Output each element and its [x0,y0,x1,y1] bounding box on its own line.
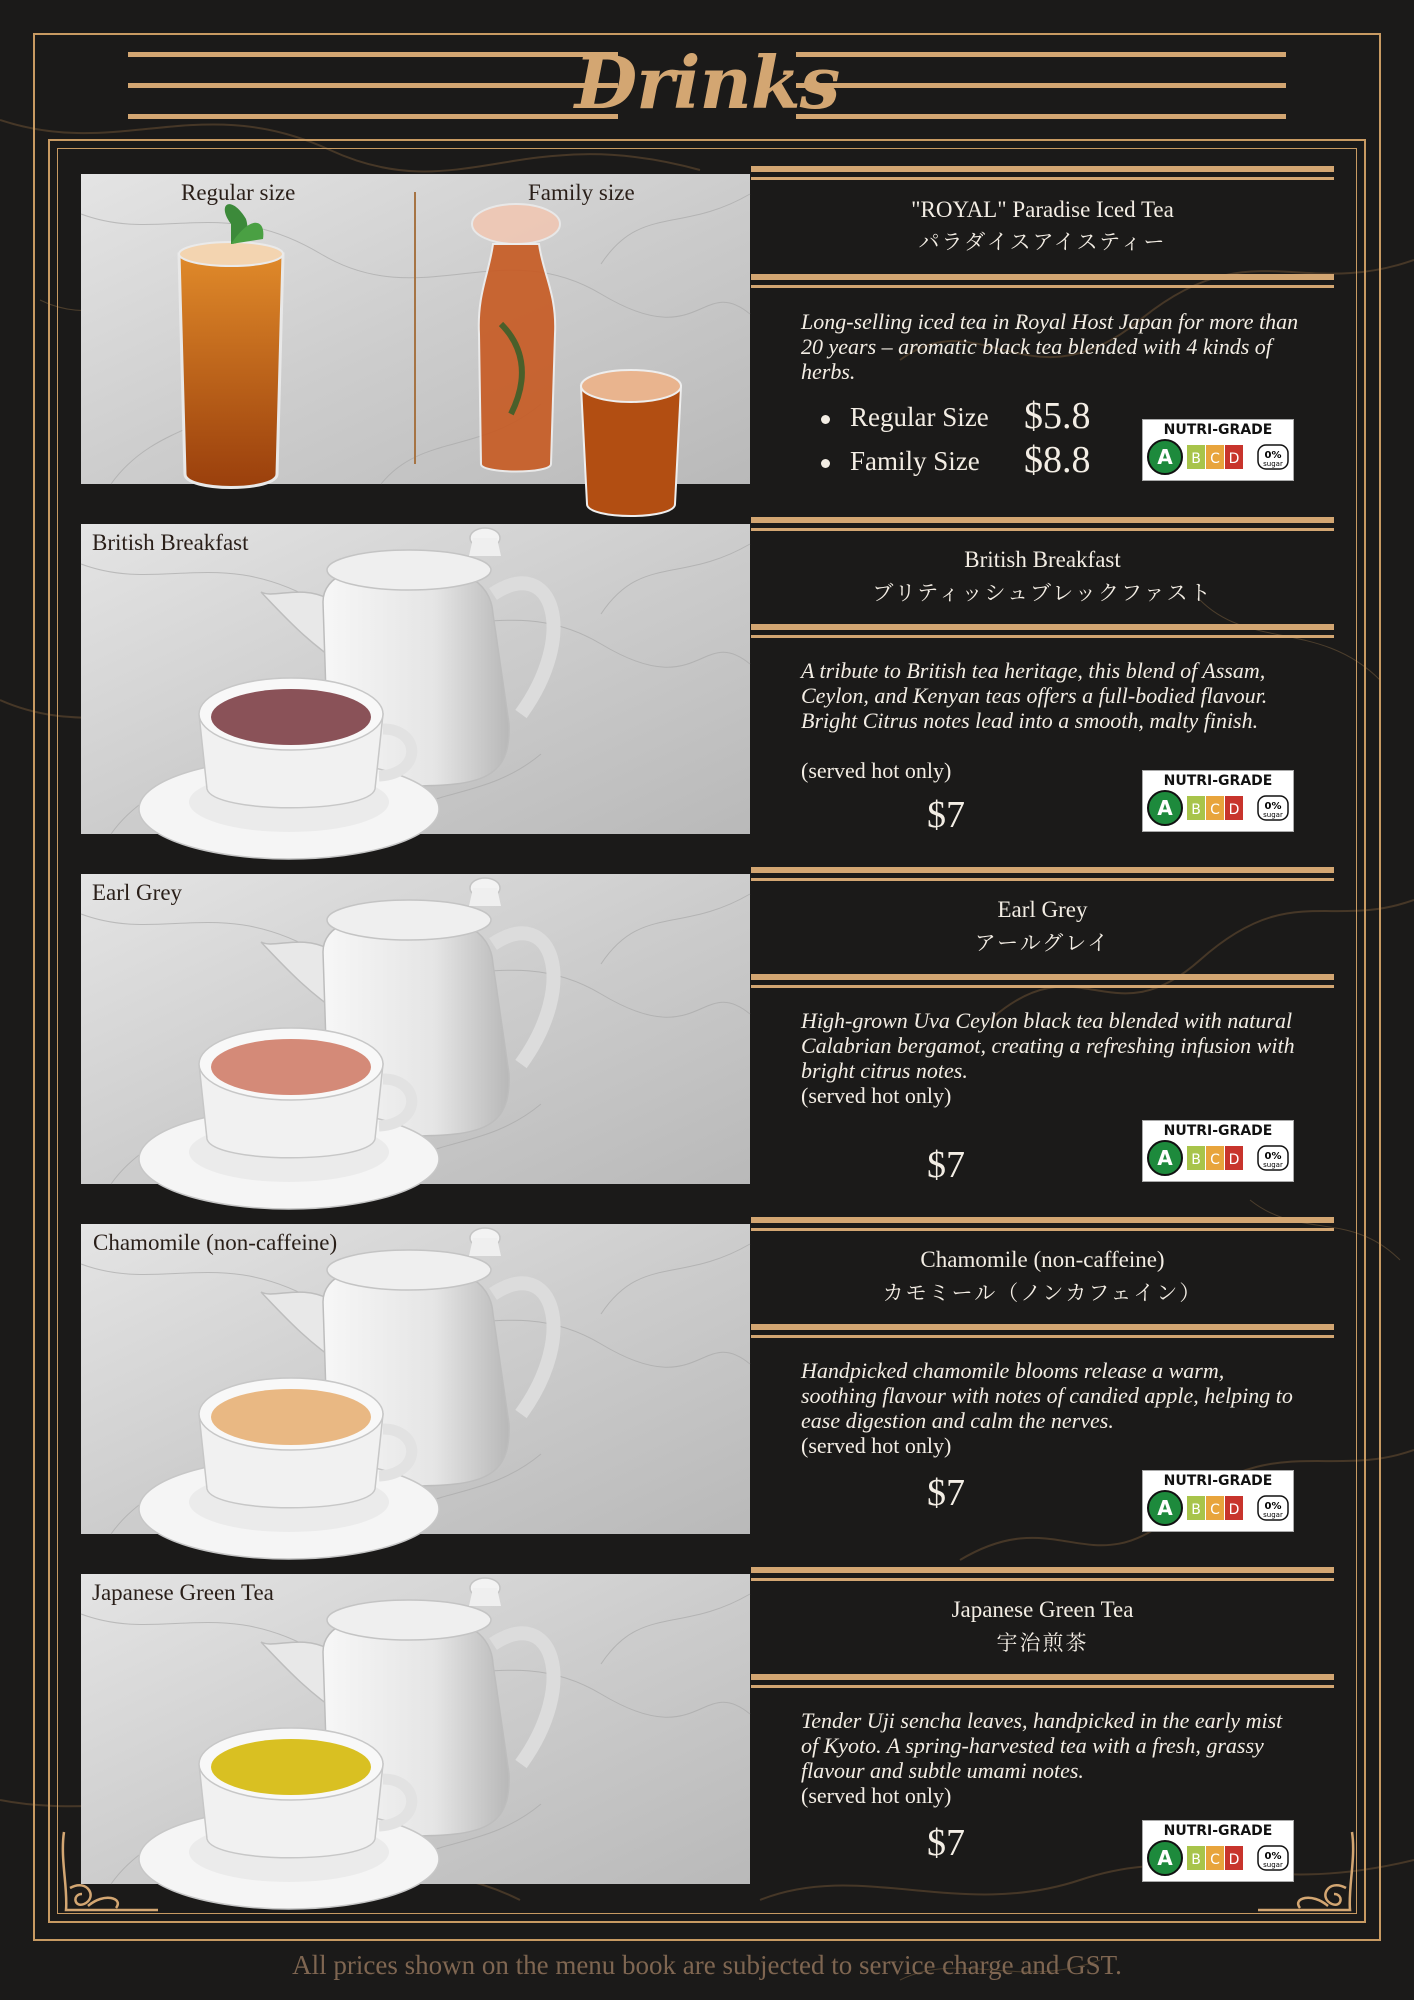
gold-separator [751,274,1334,292]
footer-note: All prices shown on the menu book are subjected to service charge and GST. [292,1950,1122,1980]
sugar-value: 0% [1264,1151,1282,1162]
gold-separator [751,1567,1334,1585]
grade-letter: C [1210,802,1220,818]
grade-letter: B [1191,451,1201,467]
serving-note: (served hot only) [801,1433,952,1458]
menu-item-british-breakfast [751,517,1334,837]
photo-label: British Breakfast [92,530,249,555]
item-name-jp: パラダイスアイスティー [918,230,1167,254]
grade-letter: A [1157,1846,1173,1870]
grade-letter: A [1157,1496,1173,1520]
header-line [128,52,618,57]
nutri-grade-badge [1142,1470,1294,1532]
nutri-grade-label: NUTRI-GRADE [1163,1823,1273,1839]
size-option-regular [821,402,989,433]
item-description: A tribute to British tea heritage, this blend of Assam, Ceylon, and Kenyan teas offers a full-bodied flavour. Bright Citrus notes lead into a smooth, malty finish. [801,658,1268,733]
price-family: $8.8 [1024,439,1091,481]
tea-photo-chamomile [81,1224,750,1534]
bullet-icon [821,459,830,468]
item-price: $7 [927,1822,965,1864]
grade-letter: B [1191,1152,1201,1168]
photo-label: Japanese Green Tea [92,1580,274,1605]
grade-letter: D [1228,451,1240,467]
menu-item-iced-tea [751,166,1334,496]
serving-note: (served hot only) [801,1783,952,1808]
tea-photo-british-breakfast [81,524,750,834]
item-description: Handpicked chamomile blooms release a warm, soothing flavour with notes of candied apple, helping to ease digestion and calm the nerves. [801,1358,1293,1433]
sugar-value: 0% [1264,450,1282,461]
item-price: $7 [927,1472,965,1514]
grade-letter: C [1210,1152,1220,1168]
size-label: Family Size [850,446,980,476]
grade-letter: C [1210,1852,1220,1868]
nutri-grade-badge [1142,1820,1294,1882]
item-name-en: "ROYAL" Paradise Iced Tea [911,197,1174,222]
price-regular: $5.8 [1024,395,1091,437]
serving-note: (served hot only) [801,1083,952,1108]
header-line [128,114,618,119]
menu-item-japanese-green-tea [751,1567,1334,1887]
nutri-grade-label: NUTRI-GRADE [1163,1473,1273,1489]
grade-letter: D [1228,1152,1240,1168]
nutri-grade-label: NUTRI-GRADE [1163,1123,1273,1139]
grade-letter: C [1210,1502,1220,1518]
item-name-jp: 宇治煎茶 [996,1631,1089,1655]
nutri-grade-scale [1143,1489,1293,1533]
grade-letter: B [1191,1852,1201,1868]
tea-photo-earl-grey [81,874,750,1184]
grade-letter: A [1157,1146,1173,1170]
nutri-grade-scale [1143,438,1293,482]
gold-separator [751,1324,1334,1342]
grade-letter: A [1157,796,1173,820]
item-name-jp: カモミール（ノンカフェイン） [882,1281,1203,1305]
photo-label-family: Family size [528,180,635,205]
page-title: Drinks [574,40,840,125]
sugar-value: 0% [1264,801,1282,812]
grade-letter: B [1191,1502,1201,1518]
bullet-icon [821,415,830,424]
header-line [796,114,1286,119]
menu-item-earl-grey [751,867,1334,1187]
item-name-jp: ブリティッシュブレックファスト [872,581,1213,605]
gold-separator [751,1674,1334,1692]
item-name-en: Earl Grey [997,897,1088,922]
menu-item-chamomile [751,1217,1334,1537]
header-line [796,83,1286,88]
sugar-unit: sugar [1263,1161,1283,1169]
sugar-value: 0% [1264,1501,1282,1512]
item-description: Long-selling iced tea in Royal Host Japan for more than 20 years – aromatic black tea blended with 4 kinds of herbs. [801,309,1299,384]
nutri-grade-scale [1143,789,1293,833]
item-price: $7 [927,794,965,836]
sugar-unit: sugar [1263,1861,1283,1869]
grade-letter: A [1157,445,1173,469]
nutri-grade-badge [1142,770,1294,832]
tea-photo-japanese-green-tea [81,1574,750,1884]
grade-letter: D [1228,1502,1240,1518]
iced-tea-photo [81,174,750,484]
size-option-family [821,446,980,477]
nutri-grade-label: NUTRI-GRADE [1163,773,1273,789]
photo-label: Earl Grey [92,880,183,905]
item-name-en: Chamomile (non-caffeine) [920,1247,1165,1272]
photo-label: Chamomile (non-caffeine) [93,1230,338,1255]
photo-label-regular: Regular size [181,180,296,205]
grade-letter: C [1210,451,1220,467]
size-label: Regular Size [850,402,989,432]
gold-separator [751,624,1334,642]
gold-separator [751,867,1334,885]
gold-separator [751,1217,1334,1235]
item-name-en: Japanese Green Tea [951,1597,1134,1622]
grade-letter: D [1228,802,1240,818]
item-description: Tender Uji sencha leaves, handpicked in the early mist of Kyoto. A spring-harvested tea with a fresh, grassy flavour and subtle umami notes. [801,1708,1283,1783]
serving-note: (served hot only) [801,758,952,783]
header-line [796,52,1286,57]
nutri-grade-badge [1142,419,1294,481]
grade-letter: B [1191,802,1201,818]
sugar-unit: sugar [1263,460,1283,468]
item-name-jp: アールグレイ [974,931,1111,955]
header-line [128,83,618,88]
gold-separator [751,166,1334,184]
item-description: High-grown Uva Ceylon black tea blended with natural Calabrian bergamot, creating a refreshing infusion with bright citrus notes. [801,1008,1295,1083]
gold-separator [751,974,1334,992]
item-name-en: British Breakfast [964,547,1121,572]
nutri-grade-scale [1143,1839,1293,1883]
gold-separator [751,517,1334,535]
sugar-value: 0% [1264,1851,1282,1862]
nutri-grade-badge [1142,1120,1294,1182]
sugar-unit: sugar [1263,811,1283,819]
grade-letter: D [1228,1852,1240,1868]
nutri-grade-label: NUTRI-GRADE [1163,422,1273,438]
nutri-grade-scale [1143,1139,1293,1183]
sugar-unit: sugar [1263,1511,1283,1519]
item-price: $7 [927,1144,965,1186]
